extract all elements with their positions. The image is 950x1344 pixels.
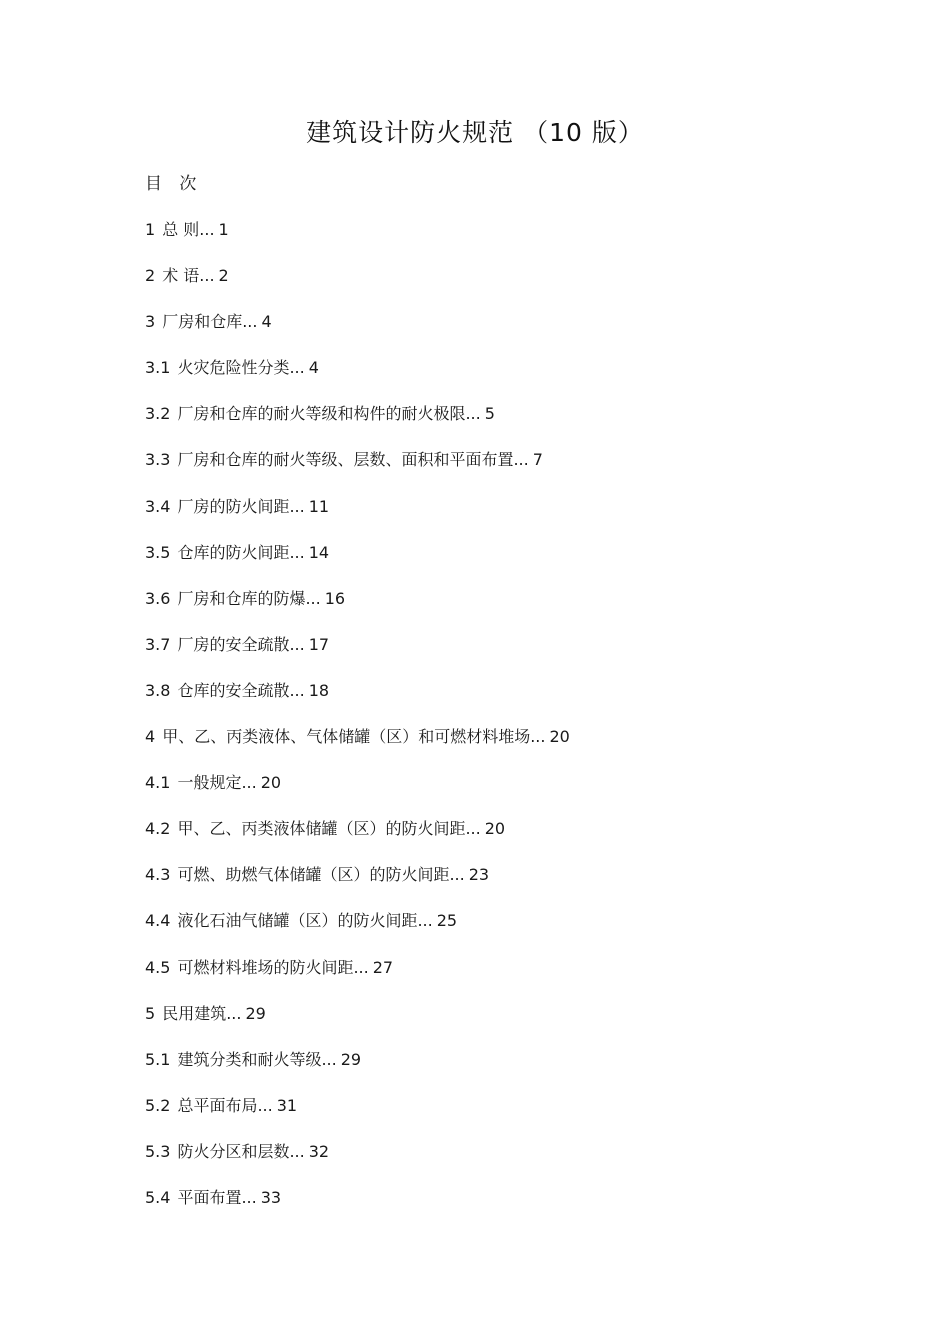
toc-entry-number: 3.3 bbox=[145, 450, 171, 470]
toc-leader-dots: ... bbox=[289, 680, 305, 700]
toc-entry[interactable] bbox=[145, 402, 570, 448]
toc-leader-dots: ... bbox=[465, 404, 481, 424]
toc-entry[interactable] bbox=[145, 1094, 570, 1140]
toc-leader-dots: ... bbox=[289, 496, 305, 516]
toc-entry-page: 27 bbox=[372, 957, 394, 977]
toc-entry-label: 火灾危险性分类 bbox=[177, 358, 290, 378]
toc-leader-dots: ... bbox=[241, 1187, 257, 1207]
toc-entry-page: 29 bbox=[340, 1049, 362, 1069]
toc-leader-dots: ... bbox=[242, 312, 258, 332]
toc-entry-number: 3.8 bbox=[145, 680, 171, 700]
toc-leader-dots: ... bbox=[465, 819, 481, 839]
toc-entry-number: 3.1 bbox=[145, 358, 171, 378]
toc-entry-label: 甲、乙、丙类液体、气体储罐（区）和可燃材料堆场 bbox=[162, 727, 531, 747]
table-of-contents bbox=[145, 218, 570, 1232]
toc-entry[interactable] bbox=[145, 264, 570, 310]
toc-entry-label: 总 则 bbox=[162, 220, 200, 239]
toc-entry-label: 厂房和仓库 bbox=[162, 312, 243, 332]
toc-entry-number: 4.2 bbox=[145, 819, 171, 839]
toc-entry-page: 11 bbox=[308, 496, 330, 516]
toc-entry-label: 总平面布局 bbox=[177, 1095, 258, 1115]
toc-entry-number: 3.6 bbox=[145, 588, 171, 608]
toc-entry-page: 32 bbox=[308, 1141, 330, 1161]
toc-entry-page: 20 bbox=[260, 773, 282, 793]
toc-leader-dots: ... bbox=[226, 1003, 242, 1023]
toc-entry-number: 4.5 bbox=[145, 957, 171, 977]
toc-entry[interactable] bbox=[145, 1140, 570, 1186]
toc-leader-dots: ... bbox=[289, 358, 305, 378]
toc-entry-number: 4 bbox=[145, 727, 156, 747]
toc-entry-label: 厂房和仓库的耐火等级、层数、面积和平面布置 bbox=[177, 450, 514, 470]
toc-entry[interactable] bbox=[145, 356, 570, 402]
toc-entry-label: 厂房和仓库的防爆 bbox=[177, 588, 306, 608]
toc-entry[interactable] bbox=[145, 587, 570, 633]
toc-entry-label: 厂房的防火间距 bbox=[177, 496, 290, 516]
toc-entry-number: 5.3 bbox=[145, 1141, 171, 1161]
toc-entry-page: 23 bbox=[468, 865, 490, 885]
toc-entry[interactable] bbox=[145, 1048, 570, 1094]
toc-leader-dots: ... bbox=[289, 542, 305, 562]
toc-entry-number: 4.4 bbox=[145, 911, 171, 931]
toc-leader-dots: ... bbox=[289, 1141, 305, 1161]
toc-entry-label: 术 语 bbox=[162, 266, 200, 286]
toc-entry-page: 25 bbox=[436, 911, 458, 931]
toc-entry-page: 31 bbox=[276, 1095, 298, 1115]
toc-leader-dots: ... bbox=[199, 266, 215, 286]
toc-leader-dots: ... bbox=[199, 220, 215, 239]
toc-entry-page: 33 bbox=[260, 1187, 282, 1207]
toc-entry-label: 厂房和仓库的耐火等级和构件的耐火极限 bbox=[177, 404, 466, 424]
toc-entry-number: 1 bbox=[145, 220, 156, 239]
toc-entry-label: 仓库的防火间距 bbox=[177, 542, 290, 562]
toc-entry[interactable] bbox=[145, 725, 570, 771]
toc-entry-label: 可燃、助燃气体储罐（区）的防火间距 bbox=[177, 865, 450, 885]
toc-leader-dots: ... bbox=[449, 865, 465, 885]
toc-entry[interactable] bbox=[145, 956, 570, 1002]
toc-heading: 目 次 bbox=[145, 174, 203, 194]
toc-entry-label: 一般规定 bbox=[177, 773, 242, 793]
toc-entry[interactable] bbox=[145, 771, 570, 817]
toc-entry-number: 2 bbox=[145, 266, 156, 286]
toc-entry-number: 3.5 bbox=[145, 542, 171, 562]
toc-entry-label: 可燃材料堆场的防火间距 bbox=[177, 957, 354, 977]
toc-leader-dots: ... bbox=[305, 588, 321, 608]
toc-entry[interactable] bbox=[145, 1002, 570, 1048]
toc-entry-number: 3.7 bbox=[145, 634, 171, 654]
toc-entry-label: 平面布置 bbox=[177, 1187, 242, 1207]
toc-entry-label: 防火分区和层数 bbox=[177, 1141, 290, 1161]
toc-entry-page: 29 bbox=[245, 1003, 266, 1023]
toc-entry[interactable] bbox=[145, 310, 570, 356]
toc-entry-number: 3.2 bbox=[145, 404, 171, 424]
toc-entry-page: 17 bbox=[308, 634, 330, 654]
toc-leader-dots: ... bbox=[353, 957, 369, 977]
toc-entry[interactable] bbox=[145, 817, 570, 863]
toc-entry-page: 18 bbox=[308, 680, 330, 700]
toc-entry-label: 仓库的安全疏散 bbox=[177, 680, 290, 700]
toc-entry-page: 5 bbox=[484, 404, 495, 424]
toc-leader-dots: ... bbox=[257, 1095, 273, 1115]
toc-entry[interactable] bbox=[145, 679, 570, 725]
toc-entry-page: 14 bbox=[308, 542, 330, 562]
toc-leader-dots: ... bbox=[289, 634, 305, 654]
toc-entry-label: 民用建筑 bbox=[162, 1003, 227, 1023]
toc-entry-label: 厂房的安全疏散 bbox=[177, 634, 290, 654]
toc-entry[interactable] bbox=[145, 218, 570, 264]
toc-entry-number: 5.4 bbox=[145, 1187, 171, 1207]
toc-entry-number: 4.1 bbox=[145, 773, 171, 793]
toc-entry-number: 3.4 bbox=[145, 496, 171, 516]
toc-entry-page: 4 bbox=[261, 312, 272, 332]
toc-leader-dots: ... bbox=[513, 450, 529, 470]
toc-entry-label: 甲、乙、丙类液体储罐（区）的防火间距 bbox=[177, 819, 466, 839]
toc-entry[interactable] bbox=[145, 909, 570, 955]
toc-entry-label: 液化石油气储罐（区）的防火间距 bbox=[177, 911, 418, 931]
toc-entry[interactable] bbox=[145, 863, 570, 909]
toc-entry-page: 2 bbox=[218, 266, 229, 286]
toc-leader-dots: ... bbox=[241, 773, 257, 793]
toc-entry-page: 16 bbox=[324, 588, 346, 608]
toc-leader-dots: ... bbox=[417, 911, 433, 931]
toc-entry[interactable] bbox=[145, 633, 570, 679]
toc-entry-page: 7 bbox=[532, 450, 543, 470]
toc-entry-number: 5.1 bbox=[145, 1049, 171, 1069]
toc-entry[interactable] bbox=[145, 1186, 570, 1232]
toc-entry-number: 5 bbox=[145, 1003, 156, 1023]
document-title: 建筑设计防火规范 （10 版） bbox=[306, 118, 644, 147]
toc-entry-number: 4.3 bbox=[145, 865, 171, 885]
toc-entry-page: 20 bbox=[549, 727, 570, 747]
toc-entry-page: 4 bbox=[308, 358, 319, 378]
toc-entry-number: 3 bbox=[145, 312, 156, 332]
toc-entry-page: 20 bbox=[484, 819, 506, 839]
toc-entry-label: 建筑分类和耐火等级 bbox=[177, 1049, 322, 1069]
toc-entry[interactable] bbox=[145, 448, 570, 494]
toc-entry-number: 5.2 bbox=[145, 1095, 171, 1115]
toc-leader-dots: ... bbox=[321, 1049, 337, 1069]
toc-entry-page: 1 bbox=[218, 220, 229, 239]
toc-entry[interactable] bbox=[145, 495, 570, 541]
toc-leader-dots: ... bbox=[530, 727, 546, 747]
toc-entry[interactable] bbox=[145, 541, 570, 587]
